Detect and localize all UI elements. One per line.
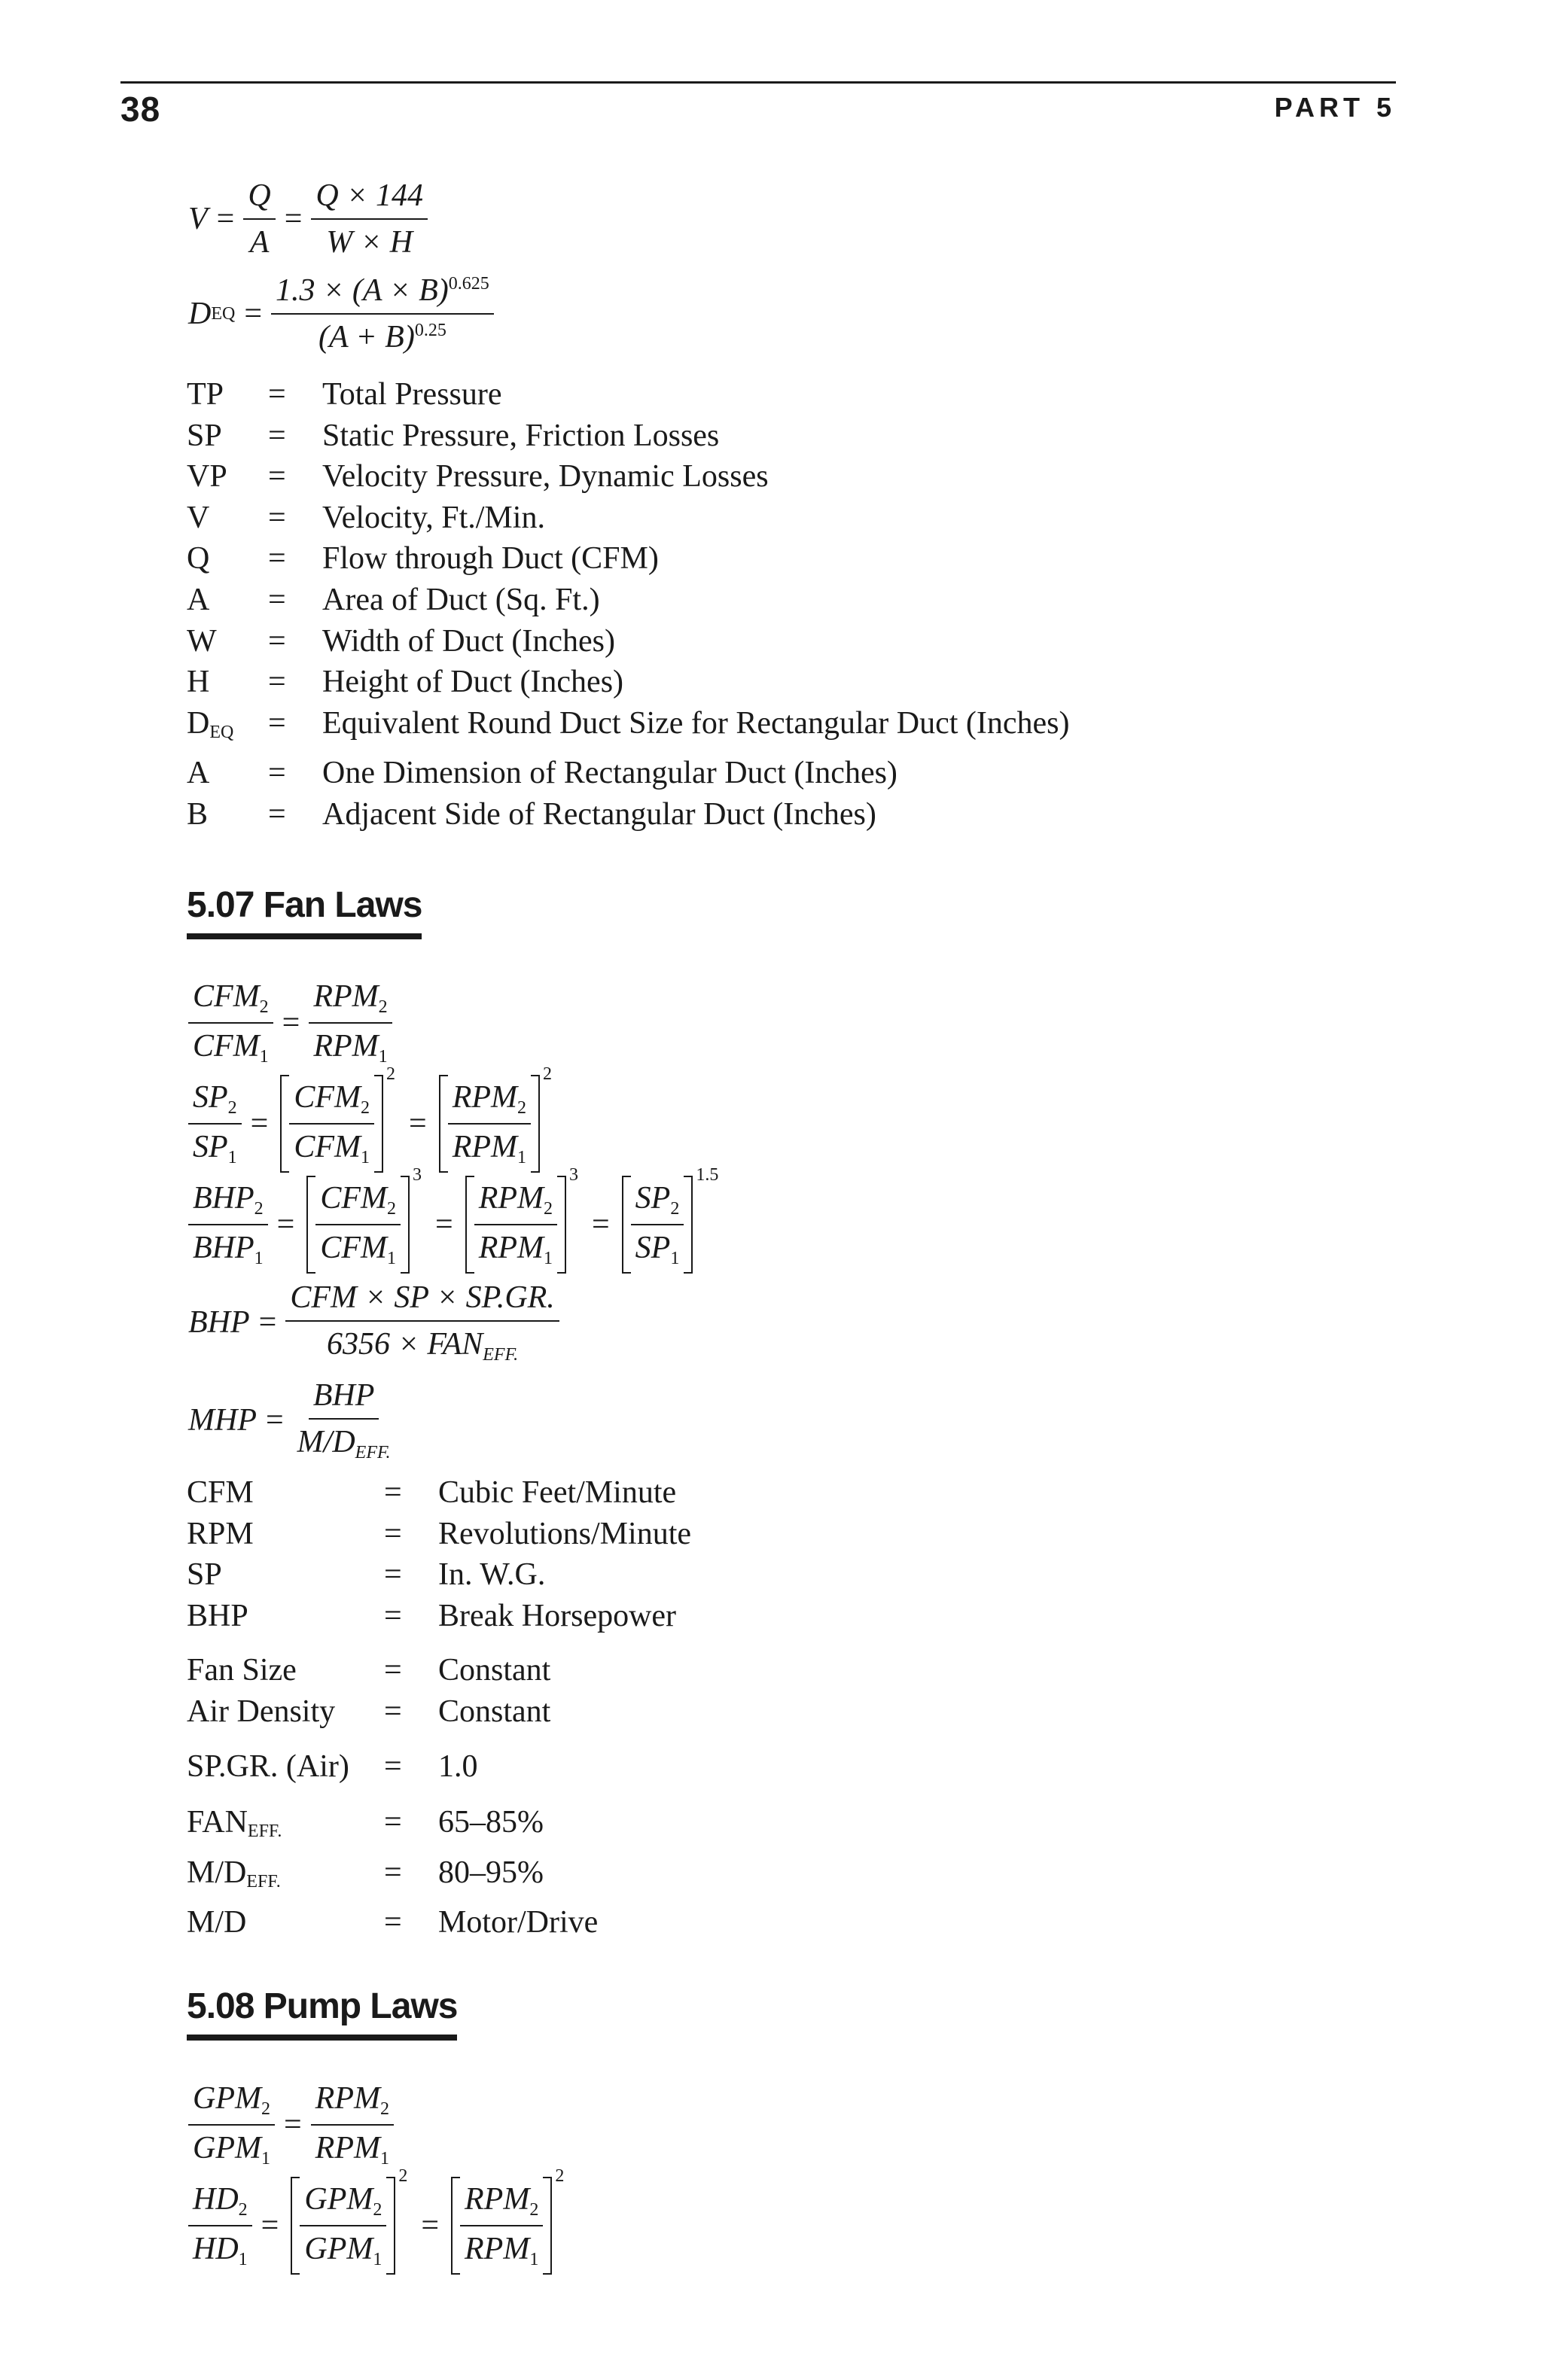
header-rule: [120, 81, 1396, 84]
definition-row: W = Width of Duct (Inches): [187, 623, 616, 659]
definition-row: B = Adjacent Side of Rectangular Duct (Inches): [187, 796, 876, 832]
fan-law-sp-equation: $\frac{SP_2}{SP_1}$ = $\frac{CFM_2}{CFM_1}$ 2 = $\frac{RPM_2}{RPM_1}$ 2: [188, 1079, 556, 1168]
fan-law-cfm-equation: $\frac{CFM_2}{CFM_1}$ = $\frac{RPM_2}{RPM_1}$: [188, 978, 392, 1067]
fraction: $\frac{Q}{A}$: [243, 178, 275, 260]
definition-row: RPM = Revolutions/Minute: [187, 1516, 691, 1551]
mhp-equation: MHP = $\frac{\text{BHP}}{M/D_{EFF.}}$: [188, 1378, 391, 1462]
definition-row: M/D = Motor/Drive: [187, 1905, 599, 1940]
fraction: $\frac{1.3 \times (A \times B)^{0.625}}{(A + B)^{0.25}}$: [271, 272, 494, 355]
page-number: 38: [120, 90, 161, 129]
eq-symbol: V: [188, 202, 208, 236]
definition-row: Fan Size = Constant: [187, 1653, 551, 1688]
bhp-equation: BHP = $\frac{\text{CFM × SP × SP.GR.}}{6356 \times FAN_{EFF.}}$: [188, 1280, 559, 1365]
definition-row: A = Area of Duct (Sq. Ft.): [187, 582, 600, 617]
definition-row: BHP = Break Horsepower: [187, 1598, 677, 1633]
fan-law-bhp-equation: $\frac{BHP_2}{BHP_1}$ = $\frac{CFM_2}{CFM_1}$ 3 = $\frac{RPM_2}{RPM_1}$ 3 = $\frac{SP_2}{SP_1}$ 1.5: [188, 1180, 723, 1269]
definition-row: $M/D_{EFF.}$ = 80–95%: [187, 1855, 544, 1892]
definition-row: $D_{EQ}$ = Equivalent Round Duct Size for Rectangular Duct (Inches): [187, 705, 1070, 742]
definition-row: V = Velocity, Ft./Min.: [187, 500, 545, 535]
pump-law-gpm-equation: $\frac{GPM_2}{GPM_1}$ = $\frac{RPM_2}{RPM_1}$: [188, 2080, 394, 2169]
definition-row: CFM = Cubic Feet/Minute: [187, 1475, 677, 1510]
fan-definitions-group3: [187, 1746, 478, 1788]
definition-row: A = One Dimension of Rectangular Duct (Inches): [187, 756, 897, 791]
definition-row: $FAN_{EFF.}$ = 65–85%: [187, 1805, 544, 1841]
section-title-fan-laws: 5.07 Fan Laws: [187, 884, 422, 939]
velocity-equation: V = $\frac{Q}{A}$ = $\frac{Q \times 144}{W \times H}$: [188, 178, 428, 260]
equivalent-duct-equation: D EQ = $\frac{1.3 \times (A \times B)^{0.625}}{(A + B)^{0.25}}$: [188, 272, 494, 355]
definition-row: VP = Velocity Pressure, Dynamic Losses: [187, 459, 769, 495]
fan-definitions-group1: [187, 1472, 691, 1636]
definition-row: Q = Flow through Duct (CFM): [187, 541, 659, 577]
duct-definitions: [187, 374, 1070, 835]
definition-row: SP.GR. (Air) = 1.0: [187, 1749, 478, 1784]
fraction: $\frac{Q \times 144}{W \times H}$: [311, 178, 428, 260]
definition-row: TP = Total Pressure: [187, 377, 502, 412]
definition-row: SP = In. W.G.: [187, 1557, 546, 1593]
fan-definitions-group4: [187, 1802, 598, 1943]
fan-definitions-group2: [187, 1650, 550, 1732]
pump-law-hd-equation: $\frac{HD_2}{HD_1}$ = $\frac{GPM_2}{GPM_1}$ 2 = $\frac{RPM_2}{RPM_1}$ 2: [188, 2181, 568, 2270]
running-head: PART 5: [1274, 92, 1396, 123]
definition-row: SP = Static Pressure, Friction Losses: [187, 418, 720, 453]
definition-row: H = Height of Duct (Inches): [187, 665, 624, 700]
section-title-pump-laws: 5.08 Pump Laws: [187, 1986, 457, 2041]
definition-row: Air Density = Constant: [187, 1694, 551, 1729]
